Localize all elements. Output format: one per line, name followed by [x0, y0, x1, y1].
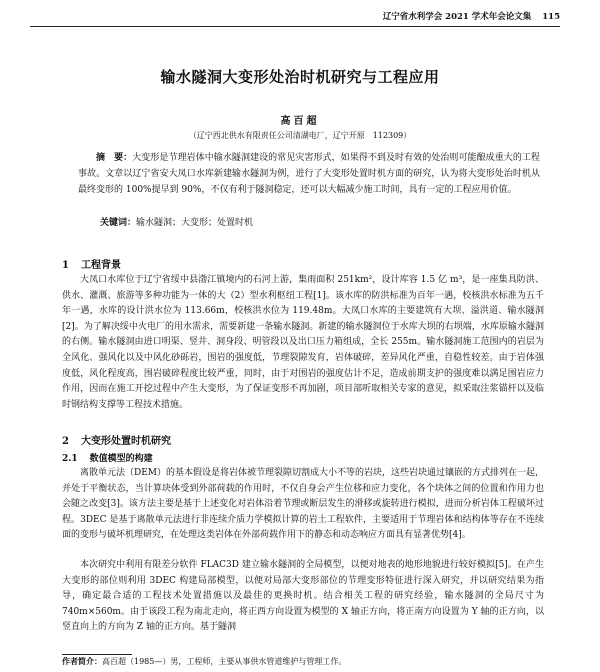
keywords: [100, 216, 253, 230]
abstract-label: 摘 要：: [96, 153, 133, 163]
journal-name: 辽宁省水利学会 2021 学术年会论文集: [382, 12, 532, 22]
footnote-label: 作者简介：: [62, 656, 102, 666]
section-2-1-paragraph-2: 本次研究中利用有限差分软件 FLAC3D 建立输水隧洞的全局模型，以便对地表的地形地貌进行较好模拟[5]。在产生大变形的部位则利用 3DEC 构建局部模型，以便对局部大变形部位的节理变形特征进行深入研究，并以研究结果为指导，确定最合适的工程技术处置措施以及最佳的更换时机。结合相关工程的研究经验，输水隧洞的全局尺寸为 740m×560m。由于该段工程为南北走向，将正西方向设置为模型的 X 轴正方向，将正南方向设置为 Y 轴的正方向，以竖直向上的方向为 Z 轴的正方向。基于隧洞: [62, 560, 544, 633]
section-1-heading: [62, 256, 121, 271]
section-1-paragraph: 大凤口水库位于辽宁省绥中县渤江镇境内的石河上游，集雨面积 251km²，设计库容 1.5 亿 m³，是一座集具防洪、供水、灌溉、旅游等多种功能为一体的大（2）型水利枢纽工程[1]。该水库的防洪标准为百年一遇，校核洪水标准为五千年一遇，水库的设计洪水位为 113.66m，校核洪水位为 119.48m。大凤口水库的主要建筑有大坝、溢洪道、输水隧洞[2]。为了解决绥中火电厂的用水需求，需要新建一条输水隧洞。新建的输水隧洞位于水库大坝的右坝端，水库原输水隧洞的右侧。输水隧洞由进口明渠、竖井、洞身段、明管段以及出口压力箱组成，全长 255m。输水隧洞施工范围内的岩层为全风化、强风化以及中风化砂砾岩，围岩的强度低，节理裂隙发育，岩体破碎，差异风化严重，自稳性较差。由于岩体强度低，风化程度高，围岩破碎程度比较严重，同时，由于对围岩的强度估计不足，造成前期支护的强度难以满足围岩应力作用，因而在施工开挖过程中产生大变形，为了保证变形不再加剧，项目部听取相关专家的意见，拟采取注浆锚杆以及临时钢结构支撑等工程技术措施。: [62, 275, 544, 410]
paper-title: 输水隧洞大变形处治时机研究与工程应用: [160, 68, 440, 86]
section-2-heading: [62, 432, 171, 447]
abstract-text: 大变形是节理岩体中输水隧洞建设的常见灾害形式，如果得不到及时有效的处治则可能酿成重大的工程事故。文章以辽宁省安大凤口水库新建输水隧洞为例，进行了大变形处置时机方面的研究，认为将大变形处治时机从最终变形的 100%提早到 90%，不仅有利于隧洞稳定，还可以大幅减少施工时间，具有一定的工程应用价值。: [78, 153, 540, 195]
section-2-1-title: 数值模型的构建: [89, 454, 153, 464]
section-2-1-number: 2.1: [62, 454, 78, 464]
footnote: [62, 654, 346, 669]
section-2-1-heading: [62, 451, 153, 464]
page-number: 115: [542, 12, 560, 22]
section-2-title: 大变形处置时机研究: [80, 436, 171, 447]
keywords-text: 输水隧洞；大变形；处置时机: [136, 218, 254, 228]
running-header: [30, 8, 560, 27]
section-2-1-paragraph-1: 离散单元法（DEM）的基本假设是将岩体被节理裂隙切割成大小不等的岩块，这些岩块通过镶嵌的方式排列在一起，并处于平衡状态，当计算块体受到外部荷载的作用时，不仅自身会产生位移和应力变化，各个块体之间的位置和作用力也会随之改变[3]。该方法主要是基于上述变化对岩体沿着节理或断层发生的滑移或旋转进行模拟，进而分析岩体工程破坏过程。3DEC 是基于离散单元法进行非连续介质力学模拟计算的岩土工程软件，主要适用于节理岩体和结构体等存在不连续面的变形与破坏机理研究，在处理这类岩体在外部荷载作用下的静态和动态响应方面具有显著优势[4]。: [62, 468, 545, 541]
author-name: 高百超: [280, 116, 320, 127]
section-1-title: 工程背景: [80, 260, 121, 271]
section-2-number: 2: [62, 436, 69, 447]
section-1-number: 1: [62, 260, 69, 271]
keywords-label: 关键词：: [100, 218, 137, 228]
abstract: [78, 150, 540, 198]
footnote-text: 高百超（1985—）男，工程师，主要从事供水管道维护与管理工作。: [102, 657, 347, 666]
author-affiliation: （辽宁西北供水有限责任公司清湖电厂，辽宁开原 112309）: [188, 131, 412, 140]
